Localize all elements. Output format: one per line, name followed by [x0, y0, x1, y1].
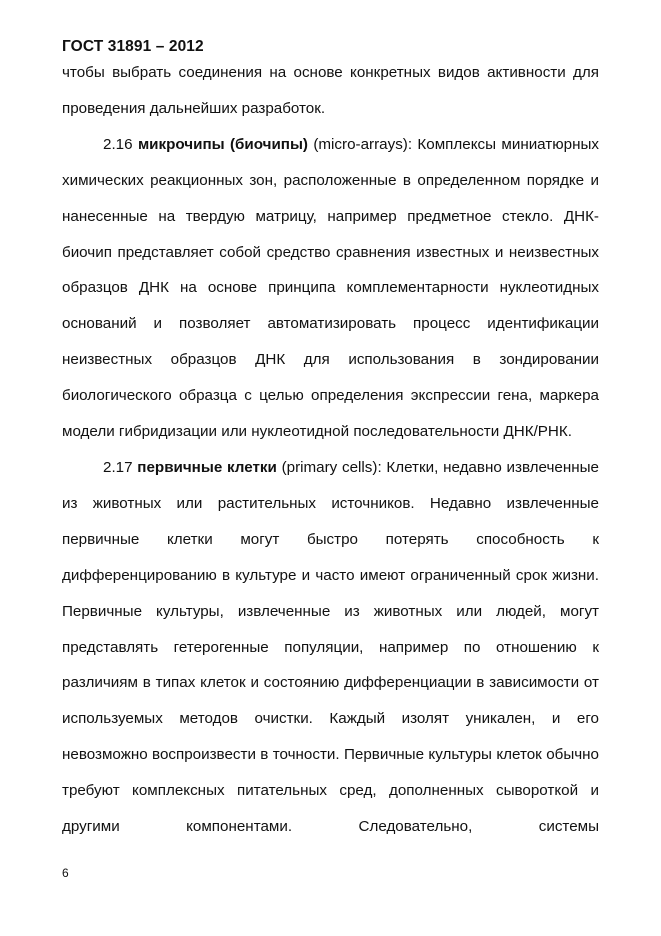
term-primary-cells: первичные клетки: [137, 458, 277, 476]
clause-number: 2.17: [103, 458, 133, 476]
paragraph-2-17: [62, 450, 599, 845]
definition-text: (micro-arrays): Комплексы миниатюрных химических реакционных зон, расположенные в определенном порядке и нанесенные на твердую матрицу, например предметное стекло. ДНК-биочип представляет собой средство сравнения известных и неизвестных образцов ДНК на основе принципа комплементарности нуклеотидных оснований и позволяет автоматизировать процесс идентификации неизвестных образцов ДНК для использования в зондировании биологического образца с целью определения экспрессии гена, маркера модели гибридизации или нуклеотидной последовательности ДНК/РНК.: [62, 135, 599, 441]
paragraph-continuation: чтобы выбрать соединения на основе конкретных видов активности для проведения дальнейших разработок.: [62, 64, 599, 117]
paragraph-2-16: [62, 127, 599, 450]
document-header: ГОСТ 31891 – 2012: [62, 38, 204, 55]
document-body: [62, 55, 599, 845]
definition-text: (primary cells): Клетки, недавно извлеченные из животных или растительных источников. Недавно извлеченные первичные клетки могут быстро потерять способность к дифференцированию в культуре и часто имеют ограниченный срок жизни. Первичные культуры, извлеченные из животных или людей, могут представлять гетерогенные популяции, например по отношению к различиям в типах клеток и состоянию дифференциации в зависимости от используемых методов очистки. Каждый изолят уникален, и его невозможно воспроизвести в точности. Первичные культуры клеток обычно требуют комплексных питательных сред, дополненных сывороткой и другими компонентами. Следовательно, системы: [62, 458, 599, 836]
clause-number: 2.16: [103, 135, 133, 153]
term-microarrays: микрочипы (биочипы): [137, 135, 308, 153]
page-number: 6: [62, 866, 69, 880]
